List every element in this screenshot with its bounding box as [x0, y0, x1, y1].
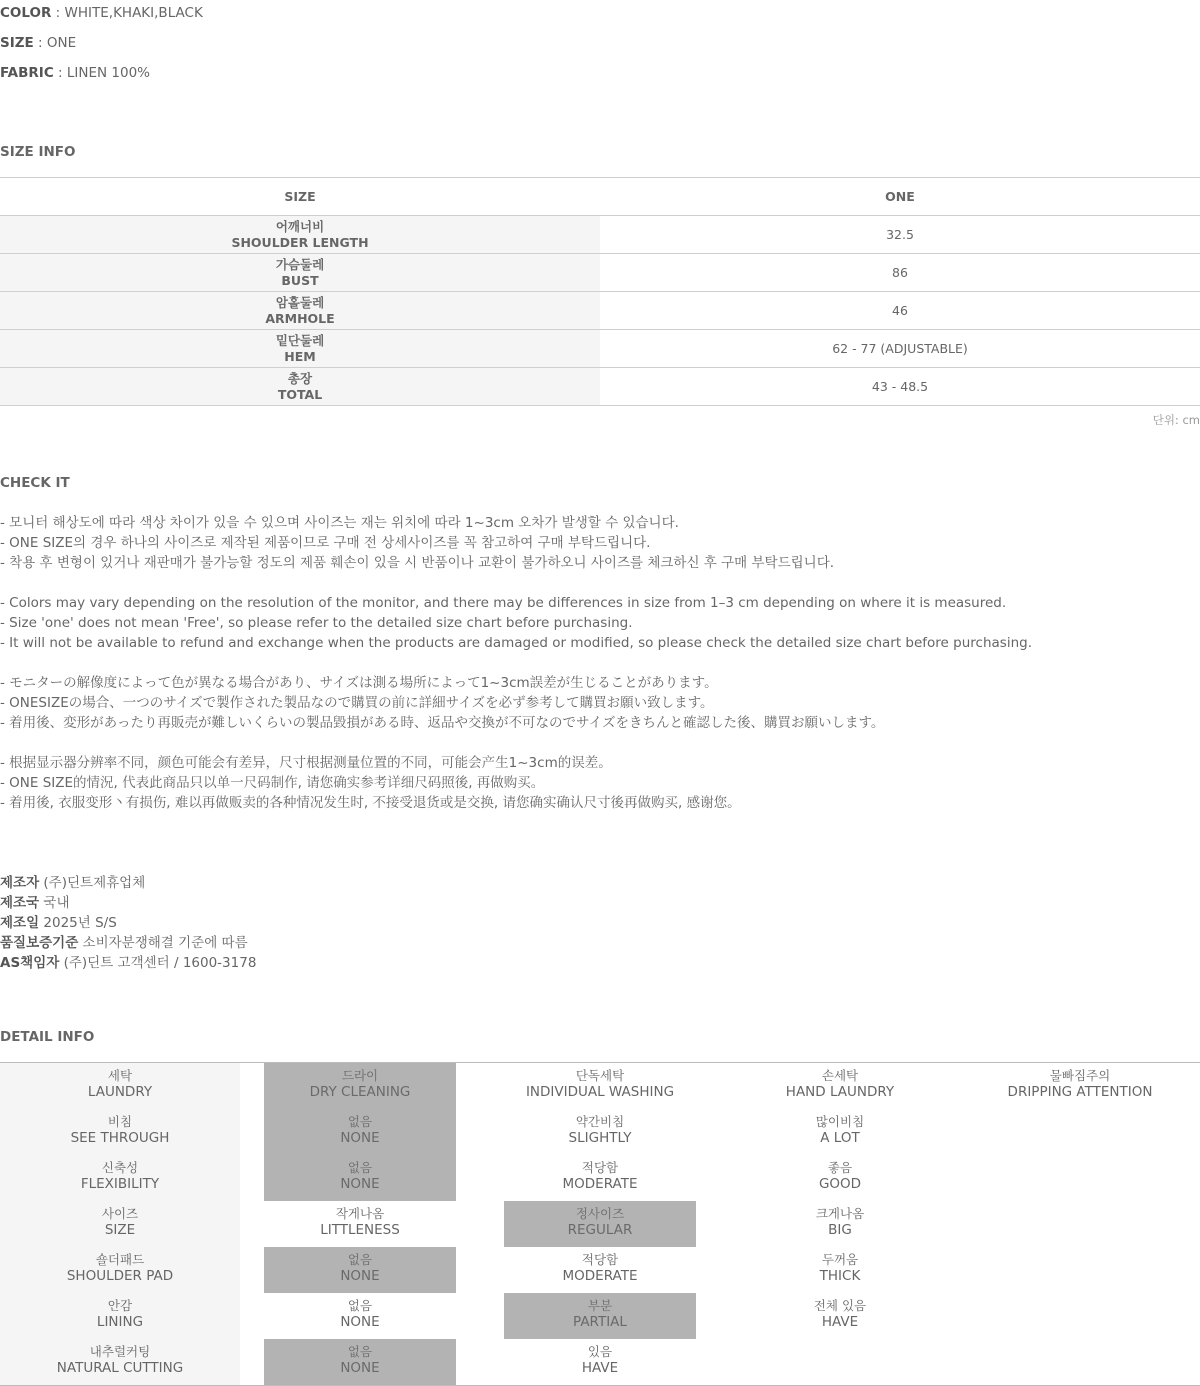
- detail-label: [24, 1109, 216, 1155]
- detail-option-en: HAVE: [581, 1360, 619, 1376]
- measure-label-en: ARMHOLE: [265, 310, 335, 326]
- measure-label-ko: 밑단둘레: [275, 332, 325, 348]
- detail-label: [24, 1201, 216, 1247]
- detail-option-en: NONE: [340, 1130, 380, 1146]
- note-line: - ONESIZEの場合、一つのサイズで製作された製品なので購買の前に詳細サイズを必ず参考して購買お願い致します。: [0, 695, 714, 711]
- detail-option-ko: 정사이즈: [575, 1206, 625, 1221]
- detail-grid: [0, 1062, 1200, 1386]
- detail-label-en: LAUNDRY: [87, 1084, 153, 1100]
- maker-line: [0, 913, 256, 933]
- note-line: - It will not be available to refund and exchange when the products are damaged or modified, so please check the detailed size chart before purchasing.: [0, 635, 1032, 651]
- maker-value: (주)딘트제휴업체: [39, 875, 146, 891]
- detail-option-en: HAND LAUNDRY: [785, 1084, 895, 1100]
- detail-label: [24, 1247, 216, 1293]
- maker-key: 제조일: [0, 915, 40, 931]
- detail-option-ko: 단독세탁: [575, 1068, 625, 1083]
- spec-key: COLOR: [0, 5, 52, 21]
- detail-label-en: LINING: [96, 1314, 144, 1330]
- maker-value: (주)딘트 고객센터 / 1600-3178: [59, 955, 257, 971]
- detail-option-selected: [264, 1109, 456, 1155]
- detail-option: [744, 1293, 936, 1339]
- detail-option: [744, 1247, 936, 1293]
- spacer: [0, 653, 1032, 673]
- maker-line: [0, 873, 256, 893]
- detail-option: [744, 1201, 936, 1247]
- detail-option-en: DRY CLEANING: [309, 1084, 411, 1100]
- detail-option-ko: 적당함: [581, 1252, 619, 1267]
- measure-label-en: SHOULDER LENGTH: [231, 234, 369, 250]
- spec-key: SIZE: [0, 35, 34, 51]
- measure-label: [0, 330, 600, 368]
- detail-option: [264, 1201, 456, 1247]
- note-line: - Colors may vary depending on the resolution of the monitor, and there may be differences in size from 1–3 cm depending on where it is measured.: [0, 595, 1007, 611]
- detail-option-ko: 크게나옴: [815, 1206, 865, 1221]
- detail-option-ko: 두꺼움: [821, 1252, 859, 1267]
- detail-info-title: DETAIL INFO: [0, 1029, 95, 1045]
- detail-option-ko: 작게나옴: [335, 1206, 385, 1221]
- detail-option-en: INDIVIDUAL WASHING: [525, 1084, 675, 1100]
- detail-label-en: SEE THROUGH: [70, 1130, 170, 1146]
- detail-option-selected: [264, 1339, 456, 1385]
- detail-option-en: A LOT: [820, 1130, 860, 1146]
- detail-option-ko: 물빠짐주의: [1049, 1068, 1111, 1083]
- detail-label-ko: 비침: [107, 1114, 133, 1129]
- detail-label-en: SIZE: [104, 1222, 136, 1238]
- detail-option-en: NONE: [340, 1360, 380, 1376]
- spec-value: : ONE: [33, 35, 77, 51]
- note-line: - 착용 후 변형이 있거나 재판매가 불가능할 정도의 제품 훼손이 있을 시 반품이나 교환이 불가하오니 사이즈를 체크하신 후 구매 부탁드립니다.: [0, 555, 835, 571]
- note-line: - 모니터 해상도에 따라 색상 차이가 있을 수 있으며 사이즈는 재는 위치에 따라 1~3cm 오차가 발생할 수 있습니다.: [0, 515, 679, 531]
- note-line: - 着用後、変形があったり再販売が難しいくらいの製品毀損がある時、返品や交換が不可なのでサイズをきちんと確認した後、購買お願いします。: [0, 715, 885, 731]
- measure-label-ko: 암홀둘레: [275, 294, 325, 310]
- maker-line: [0, 893, 256, 913]
- detail-option-ko: 없음: [347, 1114, 373, 1129]
- detail-option-selected: [504, 1293, 696, 1339]
- detail-label-ko: 사이즈: [101, 1206, 139, 1221]
- detail-option-ko: 있음: [587, 1344, 613, 1359]
- detail-option: [504, 1109, 696, 1155]
- size-table: [0, 177, 1200, 406]
- detail-option-en: LITTLENESS: [320, 1222, 400, 1238]
- table-row: [0, 292, 1200, 330]
- detail-option-ko: 없음: [347, 1252, 373, 1267]
- spec-key: FABRIC: [0, 65, 54, 81]
- detail-option-selected: [264, 1063, 456, 1109]
- size-info-title: SIZE INFO: [0, 144, 76, 160]
- maker-value: 국내: [39, 895, 70, 911]
- note-line: - ONE SIZE的情況, 代表此商品只以单一尺码制作, 请您确实参考详细尺码照後, 再做购买。: [0, 775, 545, 791]
- detail-option-ko: 많이비침: [815, 1114, 865, 1129]
- measure-label-en: BUST: [281, 272, 319, 288]
- size-table-header: [0, 178, 1200, 216]
- detail-option-en: BIG: [828, 1222, 852, 1238]
- measure-label-ko: 어깨너비: [275, 218, 325, 234]
- maker-info: [0, 873, 256, 973]
- maker-value: 소비자분쟁해결 기준에 따름: [78, 935, 248, 951]
- check-it-notes: [0, 513, 1032, 813]
- detail-option: [744, 1155, 936, 1201]
- detail-label-en: SHOULDER PAD: [66, 1268, 174, 1284]
- maker-key: 제조국: [0, 895, 40, 911]
- detail-label-ko: 세탁: [107, 1068, 133, 1083]
- detail-option: [504, 1155, 696, 1201]
- detail-option-ko: 손세탁: [821, 1068, 859, 1083]
- measure-label-ko: 가슴둘레: [275, 256, 325, 272]
- detail-option-en: NONE: [340, 1268, 380, 1284]
- maker-key: AS책임자: [0, 955, 60, 971]
- measure-label-en: TOTAL: [277, 386, 323, 402]
- table-row: [0, 368, 1200, 406]
- detail-option-en: REGULAR: [567, 1222, 633, 1238]
- spacer: [0, 573, 1032, 593]
- spec-size: [0, 34, 76, 52]
- measure-value: 86: [600, 254, 1200, 292]
- detail-option: [504, 1063, 696, 1109]
- detail-option-en: MODERATE: [562, 1176, 638, 1192]
- measure-value: 32.5: [600, 216, 1200, 254]
- measure-label: [0, 292, 600, 330]
- detail-option: [744, 1109, 936, 1155]
- detail-label: [24, 1063, 216, 1109]
- detail-label-ko: 안감: [107, 1298, 133, 1313]
- detail-option-en: DRIPPING ATTENTION: [1007, 1084, 1153, 1100]
- detail-option-ko: 없음: [347, 1160, 373, 1175]
- measure-value: 62 - 77 (ADJUSTABLE): [600, 330, 1200, 368]
- detail-label-ko: 숄더패드: [95, 1252, 145, 1267]
- note-line: - 根据显示器分辨率不同，颜色可能会有差异，尺寸根据测量位置的不同，可能会产生1~3cm的误差。: [0, 755, 612, 771]
- measure-value: 43 - 48.5: [600, 368, 1200, 406]
- detail-label-en: FLEXIBILITY: [80, 1176, 160, 1192]
- detail-option-en: HAVE: [821, 1314, 859, 1330]
- detail-option: [504, 1339, 696, 1385]
- table-row: [0, 216, 1200, 254]
- table-row: [0, 330, 1200, 368]
- detail-option: [744, 1063, 936, 1109]
- maker-key: 품질보증기준: [0, 935, 79, 951]
- measure-value: 46: [600, 292, 1200, 330]
- detail-option-selected: [504, 1201, 696, 1247]
- measure-label: [0, 216, 600, 254]
- detail-label: [24, 1339, 216, 1385]
- detail-option-ko: 약간비침: [575, 1114, 625, 1129]
- detail-option: [504, 1247, 696, 1293]
- measure-label-ko: 총장: [287, 370, 313, 386]
- detail-option-en: GOOD: [818, 1176, 862, 1192]
- detail-option-selected: [264, 1247, 456, 1293]
- detail-option-ko: 부분: [587, 1298, 613, 1313]
- detail-option-en: PARTIAL: [573, 1314, 627, 1330]
- detail-label: [24, 1155, 216, 1201]
- detail-option-ko: 적당함: [581, 1160, 619, 1175]
- detail-option-en: MODERATE: [562, 1268, 638, 1284]
- detail-option-en: THICK: [819, 1268, 861, 1284]
- note-line: - モニターの解像度によって色が異なる場合があり、サイズは測る場所によって1~3cm誤差が生じることがあります。: [0, 675, 718, 691]
- unit-note: 단위: cm: [1152, 413, 1200, 427]
- detail-option-en: SLIGHTLY: [568, 1130, 632, 1146]
- detail-option-ko: 전체 있음: [813, 1298, 867, 1313]
- detail-label-en: NATURAL CUTTING: [56, 1360, 184, 1376]
- spec-value: : LINEN 100%: [53, 65, 150, 81]
- detail-option-selected: [264, 1155, 456, 1201]
- maker-key: 제조자: [0, 875, 40, 891]
- detail-option-ko: 없음: [347, 1344, 373, 1359]
- note-line: - ONE SIZE의 경우 하나의 사이즈로 제작된 제품이므로 구매 전 상세사이즈를 꼭 참고하여 구매 부탁드립니다.: [0, 535, 651, 551]
- measure-label: [0, 368, 600, 406]
- spec-color: [0, 4, 203, 22]
- detail-option-ko: 좋음: [827, 1160, 853, 1175]
- detail-option: [264, 1293, 456, 1339]
- detail-option-en: NONE: [340, 1314, 380, 1330]
- maker-line: [0, 953, 256, 973]
- check-it-title: CHECK IT: [0, 475, 70, 491]
- detail-option-en: NONE: [340, 1176, 380, 1192]
- detail-label-ko: 신축성: [101, 1160, 139, 1175]
- measure-label-en: HEM: [284, 348, 316, 364]
- maker-line: [0, 933, 256, 953]
- detail-option-ko: 드라이: [341, 1068, 379, 1083]
- size-header-value: ONE: [600, 178, 1200, 216]
- detail-option-ko: 없음: [347, 1298, 373, 1313]
- detail-label: [24, 1293, 216, 1339]
- spacer: [0, 733, 1032, 753]
- size-header-label: SIZE: [0, 178, 600, 216]
- note-line: - 着用後, 衣服变形丶有损伤, 难以再做贩卖的各种情况发生时, 不接受退货或是交换, 请您确实确认尺寸後再做购买, 感谢您。: [0, 795, 741, 811]
- measure-label: [0, 254, 600, 292]
- spec-fabric: [0, 64, 150, 82]
- note-line: - Size 'one' does not mean 'Free', so please refer to the detailed size chart before purchasing.: [0, 615, 633, 631]
- detail-option: [984, 1063, 1176, 1109]
- maker-value: 2025년 S/S: [39, 915, 117, 931]
- table-row: [0, 254, 1200, 292]
- spec-value: : WHITE,KHAKI,BLACK: [51, 5, 203, 21]
- detail-label-ko: 내추럴커팅: [89, 1344, 151, 1359]
